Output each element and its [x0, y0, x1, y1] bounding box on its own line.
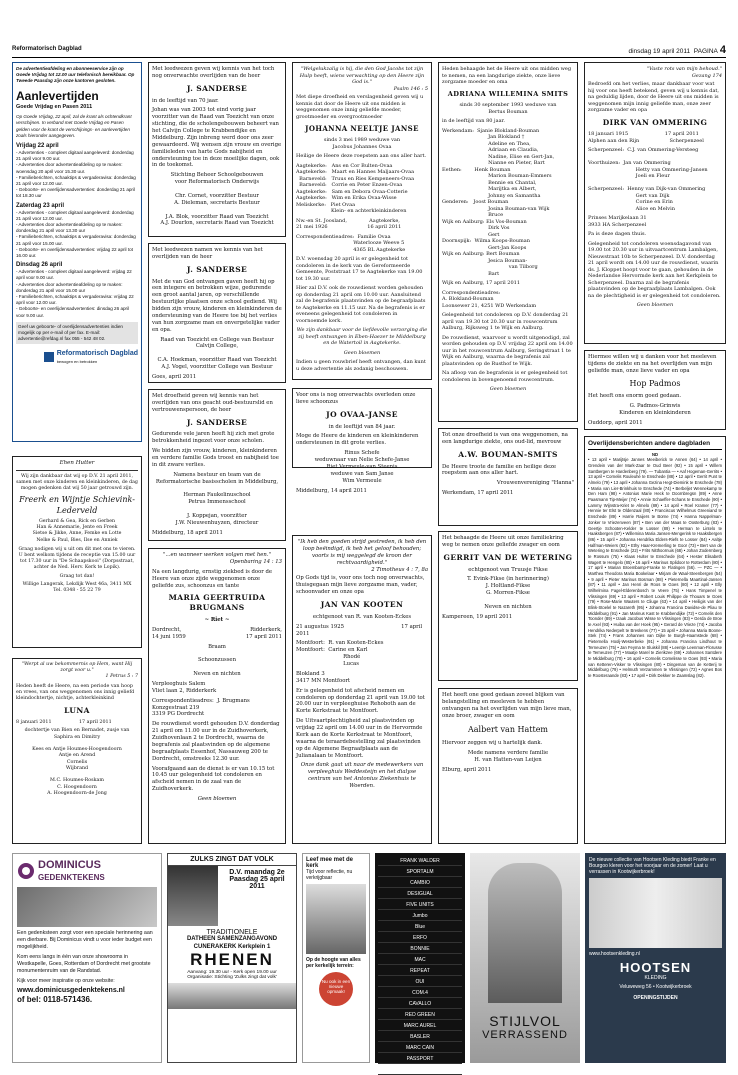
day-item: - Advertenties door advertentieafdeling op te maken: woensdag 20 april voor 15.30 uur.: [16, 162, 123, 174]
obituary-brugmans: [148, 548, 286, 844]
ob-text: Heilige de Heere deze roepstem aan ons aller hart.: [296, 153, 427, 160]
obituary-smits: [438, 62, 578, 422]
ad-place: Ouddorp, april 2011: [588, 419, 643, 426]
ob-text: De Heere troote de familie en heilige deze roepstem aan ons aller hart.: [442, 463, 557, 477]
ob-family: Braam Schoonzussen Neven en nichten: [193, 643, 241, 677]
ob-dates: 21 augustus 1925 17 april 2011: [296, 623, 423, 637]
verse-ref: 1 Petrus 5 : 7: [105, 674, 138, 680]
dominicus-logo-icon: [17, 862, 35, 880]
ob-widow-of: sinds 3 mei 1989 weduwe van Jacobus Johannes Ovaa: [323, 137, 401, 150]
day-item: - Advertenties - compleet digitaal aangeleverd: donderdag 21 april voor 9.00 uur.: [16, 150, 134, 162]
issue-date: dinsdag 19 april 2011: [628, 48, 691, 55]
ob-age: in de leeftijd van 80 jaar.: [442, 118, 505, 125]
ob-family: Scherpenzeel: C.J. van Ommering-Versteeg Voorthuizen: Jan van Ommering Hetty van Ommering-Jansen Joeli en Fleur Scherpenzeel: Henny van Dijk-van Ommering Gert van Dijk Corine en Erin Alice en Melvin: [588, 147, 708, 212]
ob-body: Heden behaagde het de Heere uit ons midden weg te nemen, na een langdurige ziekte, onze lieve zorgzame moeder en oma: [442, 66, 572, 85]
other-papers-listing: [584, 436, 726, 844]
death-place: Ridderkerk, 17 april 2011: [245, 626, 282, 640]
notice-subtitle: Goede Vrijdag en Pasen 2011: [16, 103, 93, 110]
hootsen-logo: [589, 960, 722, 981]
verse: "Werpt al uw bekommernis op Hem, want Hij zorgt voor u.": [21, 662, 133, 674]
obituary-van-ommering: [584, 62, 726, 344]
ad-signature: G. Padmos-Grinwis Kinderen en kleinkinderen: [619, 402, 691, 416]
deceased-name: J. SANDERSE: [186, 264, 248, 274]
ob-text: Gelegenheid tot condoleren woensdagavond van 19.00 tot 20.30 uur in uitvaartcentrum Lambalgen, Nieuwstraat 10b te Scherpenzeel. D.V. donderdag 21 april wordt om 14.00 uur de rouwdienst, waarin ds. J. Kloppet hoopt voor te gaan, gehouden in de Nederlandse Hervormde kerk aan het Kerkplein te Scherpenzeel. Daarna zal de begrafenis plaatsvinden op de begraafplaats Lambalgen. Ook na de plechtigheid is er gelegenheid tot condoleren.: [588, 240, 721, 299]
hootsen-open: OPENINGSTIJDEN: [633, 995, 678, 1001]
obituary-sanderse-2: [148, 243, 286, 383]
birth-place: Dordrecht, 14 juni 1959: [152, 626, 186, 640]
brand-item: MARC AUREL: [378, 1021, 462, 1031]
ob-text: Er is gelegenheid tot afscheid nemen en condoleren op donderdag 21 april van 19.00 tot 20.00 uur in verpleeghuise Rehoboth aan de Korte Kerkstraat te Montfoort.: [296, 687, 425, 715]
ob-address: Blokland 3 3417 MN Montfoort: [296, 670, 351, 684]
ob-address: Verpleeghuis Salem Vliet laan 2, Ridderkerk: [152, 680, 217, 694]
ob-body: Met droefheid geven wij kennis van het overlijden van ons geacht oud-bestuurslid en vertrouwenspersoon, de heer: [152, 393, 273, 413]
day-heading: Zaterdag 23 april: [16, 202, 65, 209]
notice-contact: Geef uw geboorte- of overlijdensadvertenties indien mogelijk op per e-mail of per fax. E-mail: advertentie@refdag.nl fax 055 - 542 48 02.: [16, 322, 138, 345]
day-item: - Advertenties - compleet digitaal aangeleverd: vrijdag 22 april voor 9.00 uur.: [16, 269, 132, 281]
day-heading: Vrijdag 22 april: [16, 142, 59, 149]
bookad-cover: [306, 884, 366, 954]
paper-name: Reformatorisch Dagblad: [12, 46, 82, 52]
ob-body: Het behaagde de Heere uit onze familiekring weg te nemen onze geliefde zwager en oom: [442, 535, 564, 548]
rhenen-date: D.V. maandag 2e Paasdag 25 april 2011: [229, 869, 285, 890]
verse-ref: Gezang 174: [691, 72, 722, 79]
deceased-name: JOHANNA NEELTJE JANSE: [305, 124, 419, 133]
verse: "Welgelukzalig is hij, die den God Jacobs tot zijn Hulp heeft, wiens verwachting op den Heere zijn God is.": [299, 66, 425, 85]
thanks-padmos: [584, 350, 726, 430]
ob-spouse: echtgenoot van Truusje Fikse: [468, 566, 548, 573]
brand-item: BASLER: [378, 1032, 462, 1042]
obituary-bouman-smits: [438, 428, 578, 526]
day-item: - Advertenties door advertentieafdeling op te maken: donderdag 21 april voor 15.00 uur: [16, 281, 123, 293]
listing-title: Overlijdensberichten andere dagbladen: [588, 440, 722, 450]
brand-item: DESIGUAL: [378, 889, 462, 899]
brand-list: [378, 856, 462, 1075]
ob-body: Op Gods tijd is, voor ons toch nog onverwachts, thuisgegaan mijn lieve zorgzame man, vader, schoonvader en onze opa: [296, 575, 425, 596]
ob-body: Met diepe droefheid en verslagenheid geven wij u kennis dat door de Heere uit ons midden is weggenomen onze innig geliefde moeder, grootmoeder en overgrootmoeder: [296, 94, 424, 120]
ob-dates: 8 januari 2011 17 april 2011: [16, 720, 112, 726]
deceased-name: ADRIANA WILLEMINA SMITS: [447, 89, 569, 98]
ob-signature: Vrouwenvereniging "Hanna": [496, 480, 574, 487]
dominicus-brand: DOMINICUS: [38, 859, 101, 871]
ob-text-2: De Uitvaartplechtigheid zal plaatsvinden op vrijdag 22 april om 14.00 uur in de Hervormde Kerk aan de Korte Kerkstraat te Montfoort, waarna de teraardebestelling zal plaatsvinden op de Algemene Begraafplaats aan de Julianalaan te Montfoort.: [296, 718, 423, 759]
notice-intro: De advertentieafdeling en abonneeservice zijn op Goede Vrijdag tot 12.00 uur telefonisch bereikbaar. Op Tweede Paasdag zijn onze kantoren gesloten.: [16, 66, 135, 84]
hootsen-url[interactable]: www.hootsenkleding.nl: [589, 951, 640, 957]
ad-thanks: Graag tot dan!: [59, 574, 95, 580]
ad-address: Willige Langerak, Lekdijk West 46a, 3411 MX Tel. 0348 - 55 22 79: [22, 582, 132, 594]
rd-logo: [16, 349, 138, 364]
ob-body: Voor ons is nog onverwachts overleden onze lieve schoonzus: [296, 392, 416, 405]
ad-invitation: Graag nodigen wij u uit om dit met ons te vieren. U bent welkom tijdens de receptie van 15.00 uur tot 17.30 uur in "De Schaapskooi" (Dorpsstraat, achter de Ned. Herv. Kerk te Lopik).: [18, 546, 136, 571]
brand-item: MARCCAIN SPORTS: [378, 1065, 462, 1075]
deceased-name: A.W. BOUMAN-SMITS: [458, 449, 558, 459]
ad-body: Wij zijn dankbaar dat wij op D.V. 21 april 2011, samen met onze kinderen en kleinkinderen, de dag mogen gedenken dat wij 50 jaar getrouwd zijn.: [16, 474, 138, 492]
ob-text-2: De rouwdienst, waarvoor u wordt uitgenodigd, zal worden gehouden op D.V. vrijdag 22 april om 14.00 uur in het rouwcentrum Aalburg, Seringstraat 1 te Wijk en Aalburg, waarna de begrafenis zal plaatsvinden op de Rusthof te Wijk.: [442, 334, 573, 367]
thanks-van-hattem: [438, 688, 578, 844]
verse-ref: Openbaring 14 : 13: [229, 558, 282, 565]
ob-dates: 18 januari 1915 17 april 2011 Alphen aan den Rijn Scherpenzeel: [588, 131, 704, 144]
aanlevertijden-notice: [12, 62, 142, 442]
ad-dominicus: [12, 853, 162, 1063]
ob-family: Werkendam: Sjanie Blokland-Bouman Jan Blokland † Adeline en Thea, Adriaan en Claudia, Nadine, Elise en Gert-Jan, Nianne en Pieter, Bart Eethen: Henk Bouman Marion Bouman-Emmers Bennie en Chantal, Marijtka en Albert, Johnny en Samantha Genderen: Joost Bouman Josina Bouman-van Wijk Bruce Wijk en Aalburg: Els Vos-Bouman Dirk Vos Gert Doornspijk: Wilma Koops-Bouman Gert-Jan Koops Wijk en Aalburg: Bert Bouman Jesica Bouman- van Tilborg Bart: [442, 127, 555, 277]
ad-rhenen: [167, 853, 297, 1063]
day-item: - Geboorte- en overlijdensadvertenties: dinsdag 26 april voor 9.00 uur.: [16, 306, 130, 318]
notice-note: Op Goede Vrijdag, 22 april, zal de krant als ochtendkrant verschijnen. In verband met Goede Vrijdag en Pasen gelden voor de krant de verschijnings- en aanlevertijden zoals hieronder aangegeven.: [16, 114, 132, 138]
ob-text-2: Voorafgaand aan de dienst is er van 10.15 tot 10.45 uur gelegenheid tot condoleren en afscheid nemen in de zaal van de Zuidhoverkerk.: [152, 765, 275, 793]
ob-text: Gedurende vele jaren heeft hij zich met grote betrokkenheid ingezet voor onze scholen.: [152, 431, 275, 445]
brand-item: OUI: [378, 977, 462, 987]
couple-names: Freerk en Wijntje Schievink-Lederveld: [19, 495, 135, 515]
rhenen-org: Organisatie: Stichting 'Zulks zingt dat volk': [187, 975, 277, 980]
obituary-ovaa-janse: [292, 388, 432, 494]
brand-item: CAMBIO: [378, 878, 462, 888]
verse: "Ik heb den goeden strijd gestreden, ik heb den loop beëindigd, ik heb het geloof behouden; voorts is mij weggelegd de kroon der rechtvaardigheid.": [297, 539, 427, 566]
rhenen-portrait: [168, 866, 218, 926]
ob-place: Middelburg, 18 april 2011: [152, 529, 223, 536]
brand-item: MAC: [378, 955, 462, 965]
date-block: [628, 44, 726, 56]
brand-item: PASSPORT: [378, 1054, 462, 1064]
ob-text: Moge de Heere de kinderen en kleinkinderen ondersteunen in dit grote verlies.: [296, 433, 419, 447]
ob-closing: Geen bloemen: [343, 349, 381, 356]
ob-body: Bedroefd om het verlies, maar dankbaar voor wat hij voor ons heeft betekend, geven wij u kennis dat, na geduldig lijden, door de Heere uit ons midden is weggenomen mijn innig geliefde man, onze zeer zorgzame vader en opa: [588, 81, 720, 113]
ad-bookad: [302, 853, 370, 1063]
day-item: - Geboorte- en overlijdensadvertenties: donderdag 21 april tot 18.30 uur: [16, 187, 136, 199]
ob-signature: Namens bestuur en team van de Reformatorische basisscholen in Middelburg, Herman Faukelinuschool Petrus Immensschool J. Koppejan, voorzitter J.W. Nieuwenhuyzen, directeur: [155, 471, 279, 526]
ob-dates: [152, 627, 282, 641]
ob-age: in de leeftijd van 70 jaar.: [152, 97, 219, 104]
day-heading: Dinsdag 26 april: [16, 262, 63, 269]
obituary-van-kooten: [292, 535, 432, 844]
ob-text-2: D.V. woensdag 20 april is er gelegenheid tot condoleren in de kerk van de Gereformeerde Gemeente, Poststraat 17 te Aagtekerke van 19.00 tot 19.30 uur.: [296, 256, 423, 282]
ad-hootsen: [585, 853, 726, 1063]
hootsen-brand: HOOTSEN: [619, 960, 692, 975]
ob-signature: Raad van Toezicht en College van Bestuur Calvijn College, C.A. Hoekman, voorzitter Raad van Toezicht A.J. Vogel, voorzitter College van Bestuur: [157, 336, 277, 370]
brand-item: RED GREEN: [378, 1010, 462, 1020]
ob-age: in de leeftijd van 84 jaar.: [328, 423, 396, 430]
ad-heading: Ehen Hutter: [59, 460, 95, 466]
ob-spouse: echtgenoot van R. van Kooten-Eckes: [312, 613, 412, 620]
rhenen-trad: TRADITIONELE: [206, 929, 258, 936]
ob-body: Heden heeft de Heere, na een periode van hoop en vrees, van ons weggenomen ons innig geliefd kleindochtertje, nichtje, achterkleinkind: [16, 683, 135, 702]
ob-body: Met leedwezen geven wij kennis van het toch nog onverwachte overlijden van de heer: [152, 66, 275, 79]
deceased-name: JO OVAA-JANSE: [326, 409, 398, 419]
ob-correspondence: Correspondentieadres: Familie Ovaa Waterlooze Weeve 5 4365 BL Aagtekerke: [296, 233, 406, 253]
obituary-janse: [292, 62, 432, 380]
deceased-name: Hop Padmos: [629, 378, 681, 388]
ad-place: Elburg, april 2011: [442, 766, 492, 773]
page-number: 4: [719, 44, 726, 56]
deceased-name: Aalbert van Hattem: [467, 724, 549, 734]
ad-stijlvol: [470, 853, 580, 1063]
brand-item: SPORTALM: [378, 867, 462, 877]
dominicus-brand-sub: GEDENKTEKENS: [38, 872, 105, 882]
ob-text-3: Hier zal D.V. ook de rouwdienst worden gehouden op donderdag 21 april om 10.00 uur. Aansluitend zal de begrafenis plaatsvinden op de begraafplaats te Aagtekerke en 11.15 uur. Na de begrafenis is er eveneens gelegenheid tot condoleren in voornoemde kerk.: [296, 285, 426, 324]
brand-item: FRANK WALDER: [378, 856, 462, 866]
ob-place: Middelburg, 14 april 2011: [296, 487, 367, 494]
dominicus-text-3: Kijk voor meer inspiratie op onze website:: [17, 978, 115, 985]
ob-correspondence: Correspondentieadres: J. Brugmans Konzgestraat 219 3319 PG Dordrecht: [152, 697, 250, 718]
rhenen-times: Aanvang: 19.30 uur - Kerk open 19.00 uur: [187, 970, 277, 975]
deceased-name: GERRIT VAN DE WETERING: [443, 552, 573, 562]
day-item: - Familieberichten, schaaktips & vergaderavisa: donderdag 21 april voor 15.00 uur.: [16, 234, 136, 246]
ob-text: Johan was van 2003 tot eind vorig jaar voorzitter van de Raad van Toezicht van onze stichting, die de scholengebouwen beheert van het Calvijn College te Krabbendijke en Middelburg. Zijn inbreng werd door ons zeer gewaardeerd. Wij wensen zijn vrouw en overige familieleden van harte Gods nabijheid en ondersteuning toe in deze moeilijke dagen, ook in de toekomst.: [152, 107, 282, 169]
dominicus-text-2: Kom eens langs in één van onze showrooms in Westkapelle, Goes, Rotterdam of Dordrecht met grootste monumentenruim van de Randstad.: [17, 954, 151, 975]
deceased-name: J. SANDERSE: [186, 83, 248, 93]
listing-body: • 13 april • Marijtsje Jannes Meeiberick te Annen (64) • 14 april • Grendein van der Mark-Zaar te Oud Beer (92) • 15 april • Willem Santbergen te Hardenberg (79). — Tubantia — • Aaf Hogeman-Gerrits • 13 april • Cornelis Rouleuhé te Enschede (88) • 12 april • Gerrit Punt te Almelo (79) • 13 april • Johanna Gezina Hegt-Diemink te Enschede (78) • Maria van Lier-Brinkhuis te Enschede (74) • Berbeljet Wennekamp te Den Ham (98) • Antonius Marie Heck te Doornbregsn (89) • Anne Paasmann Tip-Meijer (74) • Annie Schaeffer-Schans te Enschede (90) • Lammy Wijnstra-Kriet te Almelo (89) • 14 april • Roel Kramer (77) • Hennie ter Elst te Oldenzaal (80) • Franciscus Wilhelmus Greeniand te Enschede (89) • Harrie Raijers te Borne (74) • Hanna Nappelman-Jonker te Vriezenveen (87) • Ben van der Maas te Oosterburg (83) • Geertje Schooten-Kelder te Losser (89) • Herman te Lintelo te Haaksbergen (87) • Willemina Maria Jansen-Mengerink te Haaksbergen (86) • 15 april • Johanna Hendrika Elders-Riefs te Losser (84) • Aaltje Halfman-Weiers (82) • Ethy Haar-Kremerling te Goor (73) • Bert van de Wetering te Enschede (22) • Frits Nitthoornuis (68) • Johan Zodermberg te Rossum (75) • Klaas Hulter te Enschede (64) • Hester Elisabeth Wagert te Hengelo (85) • 16 april • Marinus Splidoor te Rotterdam (80) • 17 april • Marian Broembamp-Franke te Flatingen (56). — PZC — • Marthea Theodora Maria Bookelaar • Mirjam de Waal-Steenbergen (54) • 9 april • Pieter Marinus Bosman (88) • Pieternella Maartinal-Jansen (87) • 11 april • Jan Henri de Roos te Goes (80) • 12 april • Elly Wilhelmina Fagel-Elderenbosch te Veere (75) • Hans Timpenel te Vlissingen (69) • 13 april • Robert Louis Philippe de Thouars te Goes (79) • Rose-Marie Wauters te Cliuge (63) • 14 april • Heiligis van der Blink-Stoelel te Nazareth (95) • Johanna Francina Davidse-de Pliau te Middelburg (91) • Jan Marinus Kast te Krabbendijke (72) • Cornelis den Toonder (89) • Izaak Jacobus Wisse te Vlissingen (83) • Gerda de Broe te Axel (93) • Huiba van der Hoek (95) • Gerard de Vrieze (74) • Jacoba Hendrika Nederpelt te Breskens (77) • 15 april • Johanna Maria Boone-Stek (74) • Frans Johannes van Dijke te Burgh-Haamstede (68) • Pieternella Hoolj-Westerbeke (91) • Johanna Francina Lindhout te Terneuzen (75) • Jan Feyma te Sluiskil (88) • Leentje Leenman-Florusse te Terneuzen (77) • Maatje Marel te Zierikzee (69) • Johannes Santdere te Middelburg (70) • 16 april • Cornelis Cornelisse te Goes (93) • Maria van Ketteren-Visker te Vlissingen (80) • Dingeman van de Ketterij te Middelburg (79) • Helmuth Verzammen te Vlissingen (72) • Agnes Bos te Roosteraande (83) • 17 april • Dirk Dekker te Zaamslag (82).: [588, 457, 722, 678]
ob-place: Kampereen, 19 april 2011: [442, 613, 513, 620]
brand-item: FIVE UNITS: [378, 900, 462, 910]
ob-family: T. Evink-Fikse (in herinnering) J. Holtland-Fikse G. Morren-Fikse Neven en nichten: [467, 576, 549, 610]
rhenen-top: ZULKS ZINGT DAT VOLK: [168, 854, 296, 866]
rd-logo-text: Reformatorisch Dagblad: [56, 350, 138, 358]
ob-family: dochtertje van Bien en Bernadet, zusje van Saphira en Dimitry Kees en Antje Houmes-Hoogendoorn Antje en Arend Cornelis Wijbrand M.C. Houmes-Roskam C. Hoogendoorn A. Hoogendoorn-de Jong: [24, 728, 130, 796]
ob-text: Gelegenheid tot condoleren op D.V. donderdag 21 april van 19.30 tot 20.30 uur in rouwcentrum Aalburg, Rijksweg 1 te Wijk en Aalburg.: [442, 312, 569, 332]
notice-title: Aanlevertijden: [16, 88, 99, 103]
section-label: PAGINA: [693, 48, 718, 55]
obituary-van-de-wetering: [438, 531, 578, 681]
brand-item: ERFO: [378, 933, 462, 943]
hootsen-photos: [589, 878, 722, 948]
ob-family: Aagtekerke: Ans en Cor Bulten-Ovaa Aagtekerke: Maart en Hannes Maljaars-Ovaa Barneveld: Truus en Ries Kempeneers-Ovaa Barneveld: Corrie en Peter Enzen-Ovaa Aagtekerke: Sam en Debora Ovaa-Cotterie Aagtekerke: Wim en Erika Ovaa-Wisse Meliskerke: Piet Ovaa Klein- en achterkleinkinderen: [296, 162, 415, 215]
ad-thanks: Hiervoor zeggen wij u hartelijk dank.: [442, 739, 543, 746]
deceased-name: DIRK VAN OMMERING: [602, 117, 708, 127]
dominicus-photo: [17, 887, 157, 927]
bookad-title: Leef mee met de kerk: [306, 857, 354, 869]
ob-family: Rinus Schefe weduwnaar van Nelie Schefe-Janse Riet Vermeule-van Steenis weduwe van Sam Janse Wim Vermeule: [314, 450, 410, 484]
rhenen-church: CUNERAKERK Kerkplein 1: [193, 944, 271, 950]
ob-signature: Stichting Beheer Schoolgebouwen voor Reformatorisch Onderwijs Chr. Cornet, voorzitter Bestuur A. Dieleman, secretaris Bestuur J.A. Blok, voorzitter Raad van Toezicht A.J. Dourlon, secretaris Raad van Toezicht: [160, 172, 274, 227]
brand-item: CAVALLO: [378, 999, 462, 1009]
ob-text-4: We zijn dankbaar voor de liefdevolle verzorging die zij heeft ontvangen in Eben-Haezer te Middelburg en de Watertoil in Aagtekerke.: [296, 327, 428, 347]
hootsen-address: Veluweweg 56 • Kootwijkerbroek: [619, 984, 692, 990]
ob-text: Met de van God ontvangen gaven heeft hij op een integere en betrokken wijze, gedurende een groot aantal jaren, op verschillende bestuurlijke plaatsen onze school gediend. Wij bidden zijn vrouw, kinderen en kleinkinderen de ondersteuning van de Heere toe bij het verlies van hun zorgzame man en onvergetelijke vader en opa.: [152, 278, 282, 333]
ob-widow-of: sinds 30 september 1993 weduwe van Bertus Bouman: [459, 102, 557, 115]
stijlvol-subheading: VERRASSEND: [482, 1029, 568, 1041]
brand-item: Jumbo: [378, 911, 462, 921]
ob-closing: Geen bloemen: [489, 386, 527, 393]
brand-item: Blue: [378, 922, 462, 932]
ad-text: Het heeft ons enorm goed gedaan.: [588, 393, 682, 400]
day-item: - Geboorte- en overlijdensadvertenties: vrijdag 22 april tot 16.00 uur.: [16, 246, 133, 258]
day-item: - Familieberichten, schaaktips & vergaderavisa: donderdag 21 april voor 12.00 uur.: [16, 174, 136, 186]
verse-ref: Psalm 146 : 5: [393, 85, 428, 92]
brand-item: MARC CAIN: [378, 1043, 462, 1053]
day-item: - Advertenties - compleet digitaal aangeleverd: donderdag 21 april voor 12.00 uur.: [16, 209, 134, 221]
ad-children: Gerhard & Gea, Rick en Gerben Han & Annemarie, Jente en Freek Sietse & Jikke, Anne, Femke en Lotte Nelke & Paul, Bies, Ilse en Anniek: [32, 519, 122, 543]
ob-text: De rouwdienst wordt gehouden D.V. donderdag 21 april om 11.00 uur in de Zuidhoverkerk, Zuidhovenlaan 2 te Dordrecht, waarna de begrafenis zal plaatsvinden op de algemene begraafplaats Essenhof, Nassauweg 200 te Dordrecht, omstreeks 12.30 uur.: [152, 721, 280, 762]
ob-place: Wijk en Aalburg, 17 april 2011: [442, 280, 521, 287]
obituary-sanderse-3: [148, 389, 286, 541]
ob-body: Na een langdurig, ernstig ziekbed is door de Heere van onze zijde weggenomen onze geliefde zus, schoonzus en tante: [152, 568, 273, 589]
deceased-name: MARIA GEERTRUIDA BRUGMANS: [168, 593, 266, 613]
masthead: [12, 44, 726, 58]
dominicus-url[interactable]: www.dominicusgedenktekens.nl: [17, 986, 125, 994]
brand-item: REPEAT: [378, 966, 462, 976]
rd-logo-icon: [44, 352, 54, 362]
ad-body: Hiermee willen wij u danken voor het meeleven tijdens de ziekte en na het overlijden van mijn geliefde man, onze lieve vader en opa: [588, 354, 717, 374]
stijlvol-photo: [488, 863, 562, 1003]
deceased-name: LUNA: [64, 706, 90, 716]
obituary-sanderse-1: [148, 62, 286, 237]
ob-body: Met leedwezen namen we kennis van het overlijden van de heer: [152, 247, 263, 260]
day-item: - Familieberichten, schaaktips & vergaderavisa: vrijdag 22 april voor 12.00 uur.: [16, 293, 134, 306]
bookad-subtitle: Tijd voor reflectie, nu verkrijgbaar: [306, 869, 353, 881]
ob-text-3: Na afloop van de begrafenis is er gelegenheid tot condoleren in bovengenoemd rouwcentrum.: [442, 370, 568, 383]
ob-text-2: We bidden zijn vrouw, kinderen, kleinkinderen en verdere familie Gods troost en nabijheid toe in dit zware verlies.: [152, 448, 279, 468]
verse: "...en wanneer werken volgen met hen.": [163, 552, 271, 558]
dominicus-text-1: Een gedenksteen zorgt voor een speciale herinnering aan een dierbare. Bij Dominicus vindt u voor ieder budget een mogelijkheid.: [17, 929, 153, 950]
hootsen-intro: De nieuwe collectie van Hootsen Kleding biedt Franke en Bourgoo kleren voor het voorjaar en de zomer! Laat u verrassen in Kootwijkerbroek!: [589, 857, 716, 875]
ad-signature: Mede namens verdere familie H. van Hatten-van Leijen: [467, 749, 549, 763]
ob-text-3: Onze dank gaat uit naar de medewerkers van verpleeghuis Weddesteijn en het dialyse centrum van het Antonius Ziekenhuis te Woerden.: [300, 762, 424, 789]
ob-closing: Geen bloemen: [197, 796, 237, 802]
ob-note: Pa is deze dagen thuis.: [588, 231, 647, 238]
ob-place: Goes, april 2011: [152, 373, 197, 380]
verse-ref: 2 Timotheus 4 : 7, 8a: [371, 566, 428, 573]
bookad-text: Op de hoogte van alles per kerkelijk terrein:: [306, 957, 361, 969]
ob-text-5: Indien u geen rouwbrief heeft ontvangen, dan kunt u deze advertentie als zodanig beschouwen.: [296, 359, 426, 372]
rhenen-skyline: [168, 983, 296, 1009]
ob-family: Montfoort: R. van Kooten-Eckes Montfoort: Carine en Karl Rhodé Lucas: [296, 640, 384, 667]
hootsen-brand-sub: KLEDING: [644, 975, 667, 981]
ob-place: Werkendam, 17 april 2011: [442, 490, 514, 497]
brand-item: COM.4: [378, 988, 462, 998]
obituary-luna: [12, 658, 142, 844]
brand-item: BONNIE: [378, 944, 462, 954]
nickname: ~ Riet ~: [204, 616, 230, 623]
bookad-badge: Nu ook in een nieuwe opmaak!: [319, 972, 353, 1006]
stijlvol-heading: STIJLVOL: [489, 1013, 561, 1029]
rhenen-city: RHENEN: [190, 950, 274, 969]
deceased-name: J. SANDERSE: [186, 417, 248, 427]
ob-address: Prinses Marijkelaan 31 3933 HA Scherpenzeel: [588, 215, 647, 228]
listing-subtitle: ND: [651, 451, 659, 457]
verse: "Vaste rots van mijn behoud.": [646, 66, 722, 72]
ob-correspondence: Correspondentieadres: A. Blokland-Bouman Loonsewer 21, 4251 WD Werkendam: [442, 289, 537, 309]
rhenen-title: DATHEEN SAMENZANGAVOND: [186, 936, 278, 942]
ob-closing: Geen bloemen: [636, 302, 674, 309]
ad-body: Het heeft one goed gedaan zoveel blijken van belangstelling en meeleven te hebben ontvangen na het overlijden van mijn lieve man, onze broer, zwager en oom: [442, 692, 572, 719]
notice-days: [16, 142, 138, 319]
deceased-name: JAN VAN KOOTEN: [320, 600, 404, 609]
dominicus-phone: of bel: 0118-571436.: [17, 995, 93, 1005]
anniversary-ad: [12, 456, 142, 648]
rd-logo-sub: bewogen en betrokken: [56, 358, 98, 364]
day-item: - Advertenties door advertentieafdeling op te maken: donderdag 21 april voor 13.30 uur: [16, 221, 123, 234]
ob-body: Tot onze droefheid is van ons weggenomen, na een langdurige ziekte, ons oud-lid, mevrouw: [442, 432, 568, 445]
ad-brands: [375, 853, 465, 1073]
ob-places: Nw.-en St. Joosland, Aagtekerke, 21 mei 1926 16 april 2011: [296, 217, 402, 231]
